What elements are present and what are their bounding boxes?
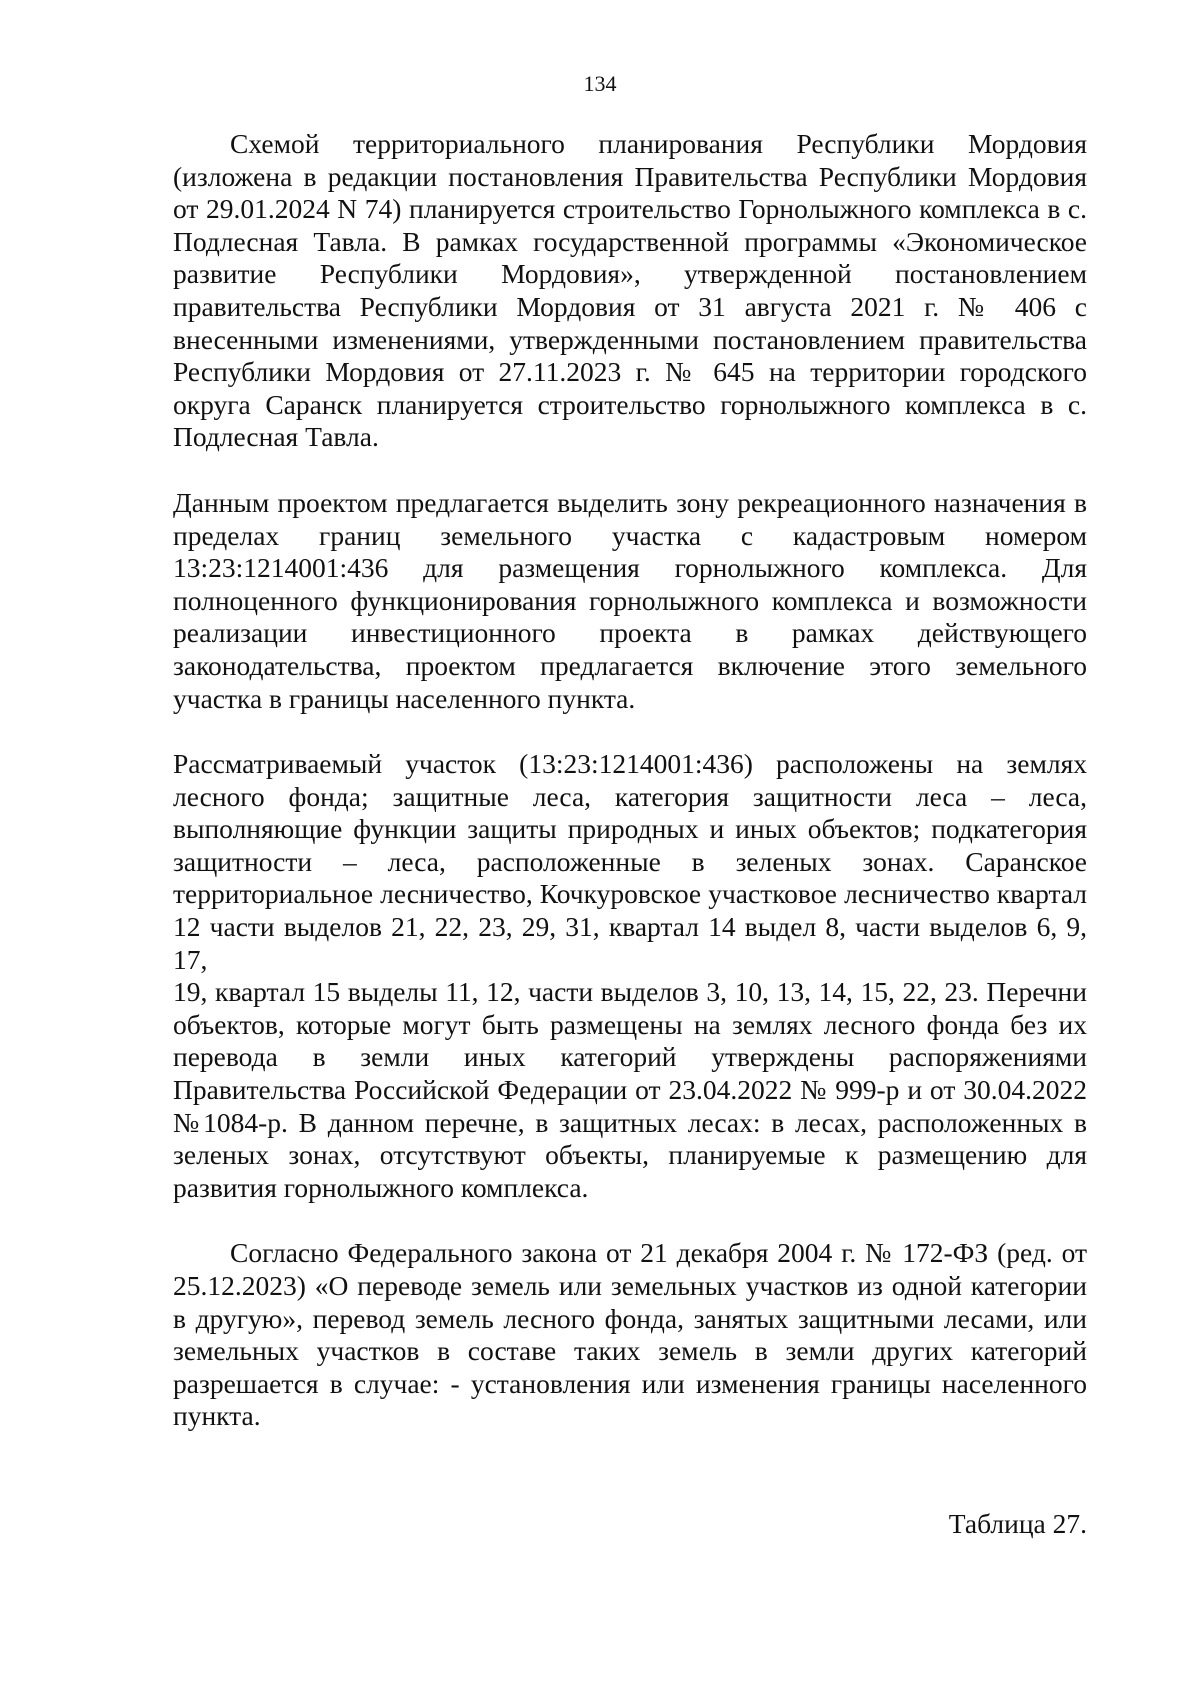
paragraph-forest-fund [173, 748, 1087, 1204]
paragraph-forest-fund-part-2: 19, квартал 15 выделы 11, 12, части выделов 3, 10, 13, 14, 15, 22, 23. Перечни объектов, которые могут быть размещены на землях лесного фонда без их перевода в земли иных категорий утверждены распоряжениями Правительства Российской Федерации от 23.04.2022 № 999-р и от 30.04.2022 №1084-р. В данном перечне, в защитных лесах: в лесах, расположенных в зеленых зонах, отсутствуют объекты, планируемые к размещению для развития горнолыжного комплекса. [173, 976, 1087, 1203]
paragraph-territorial-planning: Схемой территориального планирования Республики Мордовия (изложена в редакции постановления Правительства Республики Мордовия от 29.01.2024 N 74) планируется строительство Горнолыжного комплекса в с. Подлесная Тавла. В рамках государственной программы «Экономическое развитие Республики Мордовия», утвержденной постановлением правительства Республики Мордовия от 31 августа 2021 г. № 406 с внесенными изменениями, утвержденными постановлением правительства Республики Мордовия от 27.11.2023 г. № 645 на территории городского округа Саранск планируется строительство горнолыжного комплекса в с. Подлесная Тавла. [173, 128, 1087, 453]
page-number: 134 [583, 71, 617, 96]
document-body [173, 128, 1087, 1433]
paragraph-recreation-zone: Данным проектом предлагается выделить зону рекреационного назначения в пределах границ земельного участка с кадастровым номером 13:23:1214001:436 для размещения горнолыжного комплекса. Для полноценного функционирования горнолыжного комплекса и возможности реализации инвестиционного проекта в рамках действующего законодательства, проектом предлагается включение этого земельного участка в границы населенного пункта. [173, 486, 1087, 714]
paragraph-forest-fund-part-1: Рассматриваемый участок (13:23:1214001:436) расположены на землях лесного фонда; защитные леса, категория защитности леса – леса, выполняющие функции защиты природных и иных объектов; подкатегория защитности – леса, расположенные в зеленых зонах. Саранское территориальное лесничество, Кочкуровское участковое лесничество квартал 12 части выделов 21, 22, 23, 29, 31, квартал 14 выдел 8, части выделов 6, 9, 17, [173, 748, 1087, 975]
table-caption: Таблица 27. [948, 1508, 1087, 1539]
paragraph-federal-law: Согласно Федерального закона от 21 декабря 2004 г. № 172-ФЗ (ред. от 25.12.2023) «О переводе земель или земельных участков из одной категории в другую», перевод земель лесного фонда, занятых защитными лесами, или земельных участков в составе таких земель в земли других категорий разрешается в случае: - установления или изменения границы населенного пункта. [173, 1237, 1087, 1432]
